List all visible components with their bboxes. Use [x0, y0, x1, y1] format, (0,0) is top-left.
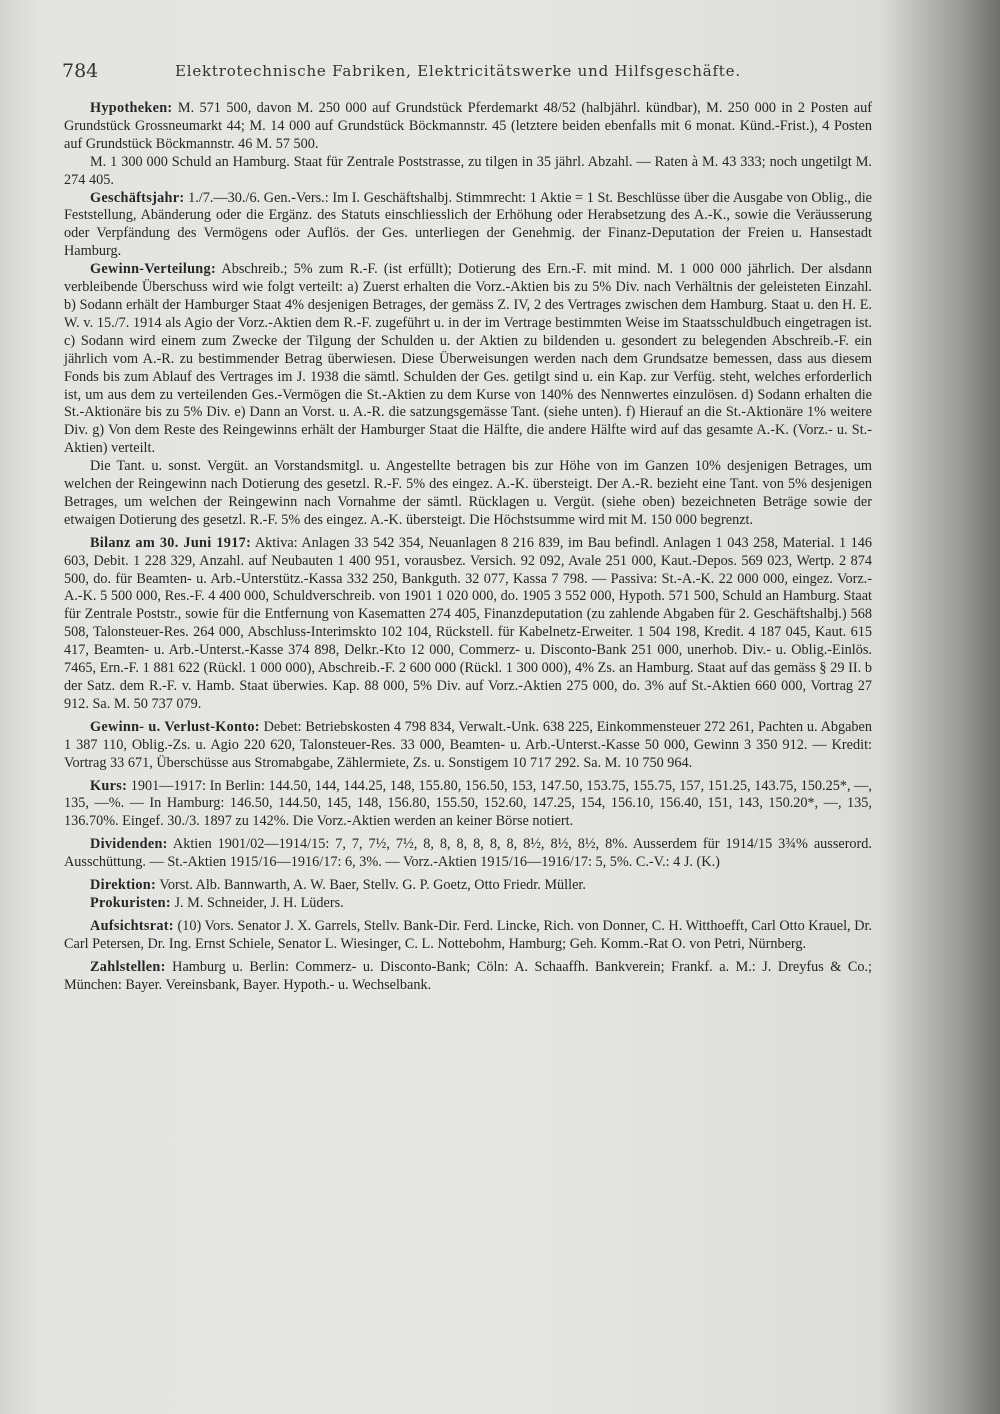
- section-label: Zahlstellen:: [90, 958, 166, 975]
- section-label: Kurs:: [90, 777, 128, 794]
- running-title: Elektrotechnische Fabriken, Elektricitätswerke und Hilfsgeschäfte.: [175, 62, 741, 80]
- paragraph-zahlstellen: [64, 959, 872, 995]
- section-text: Aktien 1901/02—1914/15: 7, 7, 7½, 7½, 8, 8, 8, 8, 8, 8, 8½, 8½, 8½, 8%. Ausserdem für 1914/15 3¾% ausserord. Ausschüttung. — St.-Aktien 1915/16—1916/17: 6, 3%. — Vorz.-Aktien 1915/16—1916/17: 5, 5%. C.-V.: 4 J. (K.): [64, 836, 872, 871]
- section-text: M. 571 500, davon M. 250 000 auf Grundstück Pferdemarkt 48/52 (halbjährl. kündbar), M. 250 000 in 2 Posten auf Grundstück Grossneumarkt 44; M. 14 000 auf Grundstück Böckmannstr. 45 (letztere beiden ebenfalls mit 6 monat. Künd.-Frist.), 4 Posten auf Grundstück Böckmannstr. 46 M. 57 500.: [64, 100, 873, 152]
- section-label: Bilanz am 30. Juni 1917:: [90, 534, 252, 551]
- section-label: Gewinn- u. Verlust-Konto:: [90, 718, 260, 735]
- section-label: Hypotheken:: [90, 100, 173, 116]
- section-label: Prokuristen:: [90, 894, 171, 911]
- paragraph-hypotheken: [64, 100, 872, 154]
- paragraph-aufsichtsrat: [64, 918, 872, 954]
- section-text: Vorst. Alb. Bannwarth, A. W. Baer, Stellv. G. P. Goetz, Otto Friedr. Müller.: [159, 877, 586, 894]
- section-text: 1901—1917: In Berlin: 144.50, 144, 144.25, 148, 155.80, 156.50, 153, 147.50, 153.75, 155.75, 157, 151.25, 143.75, 150.25*, —, 135, —%. — In Hamburg: 146.50, 144.50, 145, 148, 156.80, 155.50, 152.60, 147.25, 154, 156.10, 156.40, 151, 143, 150.20*, —, 135, 136.70%. Eingef. 30./3. 1897 zu 142%. Die Vorz.-Aktien werden an keiner Börse notiert.: [64, 777, 872, 830]
- page-header: [62, 60, 880, 90]
- section-text: M. 1 300 000 Schuld an Hamburg. Staat für Zentrale Poststrasse, zu tilgen in 35 jährl. Abzahl. — Raten à M. 43 333; noch ungetilgt M. 274 405.: [64, 153, 872, 188]
- section-text: Aktiva: Anlagen 33 542 354, Neuanlagen 8 216 839, im Bau befindl. Anlagen 1 043 258, Material. 1 146 603, Debit. 1 228 329, Anzahl. auf Neubauten 1 400 951, vorausbez. Versich. 92 092, Avale 251 000, Kaut.-Depos. 569 023, Wertp. 2 874 500, do. für Beamten- u. Arb.-Unterstütz.-Kassa 332 250, Bankguth. 32 077, Kassa 7 798. — Passiva: St.-A.-K. 22 000 000, eingez. Vorz.-A.-K. 5 500 000, Res.-F. 4 400 000, Schuldverschreib. von 1901 1 020 000, do. 1905 3 552 000, Hypoth. 571 500, Schuld an Hamburg. Staat für Zentrale Poststr., sowie für die Entfernung von Kasematten 274 405, Finanzdeputation (zu zahlende Abgaben für 2. Geschäftshalbj.) 568 508, Talonsteuer-Res. 264 000, Abschluss-Interimskto 102 104, Rückstell. für Kabelnetz-Erweiter. 1 504 198, Kredit. 4 187 045, Kaut. 615 417, Beamten- u. Arb.-Unterst.-Kasse 374 898, Delkr.-Kto 12 000, Commerz- u. Disconto-Bank 251 000, unerhob. Div.- u. Oblig.-Einlös. 7465, Ern.-F. 1 881 622 (Rückl. 1 000 000), Abschreib.-F. 2 600 000 (Rückl. 1 300 000), 4% Zs. an Hamburg. Staat auf das gemäss § 29 II. b der Satz. dem R.-F. v. Hamb. Staat überwies. Kap. 88 000, 5% Div. auf Vorz.-Aktien 275 000, do. 3% auf St.-Aktien 660 000, Vortrag 27 912. Sa. M. 50 737 079.: [64, 534, 872, 712]
- paragraph-gewinn-verlust-konto: [64, 719, 872, 773]
- section-text: (10) Vors. Senator J. X. Garrels, Stellv. Bank-Dir. Ferd. Lincke, Rich. von Donner, C. H. Witthoefft, Carl Otto Krauel, Dr. Carl Petersen, Dr. Ing. Ernst Schiele, Senator L. Wiesinger, C. L. Nottebohm, Hamburg; Geh. Komm.-Rat O. von Petri, Nürnberg.: [64, 917, 873, 952]
- section-text: J. M. Schneider, J. H. Lüders.: [174, 894, 344, 911]
- paragraph-dividenden: [64, 836, 872, 872]
- section-text: Hamburg u. Berlin: Commerz- u. Disconto-Bank; Cöln: A. Schaaffh. Bankverein; Frankf. a. M.: J. Dreyfus & Co.; München: Bayer. Vereinsbank, Bayer. Hypoth.- u. Wechselbank.: [64, 958, 872, 993]
- paragraph-geschaeftsjahr: [64, 190, 872, 262]
- section-text: Die Tant. u. sonst. Vergüt. an Vorstandsmitgl. u. Angestellte betragen bis zur Höhe von im Ganzen 10% desjenigen Betrages, um welchen der Reingewinn nach Dotierung des gesetzl. R.-F. 5% des eingez. A.-K. übersteigt. Der A.-R. bezieht eine Tant. von 5% desjenigen Betrages, um welchen der Reingewinn nach Vornahme der sämtl. Rücklagen u. Vergüt. (siehe oben) bezeichneten Beträge sowie der etwaigen Dotierung des gesetzl. R.-F. 5% des eingez. A.-K. übersteigt. Die Höchstsumme wird mit M. 150 000 begrenzt.: [64, 458, 872, 528]
- section-label: Gewinn-Verteilung:: [90, 261, 216, 278]
- section-label: Geschäftsjahr:: [90, 189, 185, 206]
- paragraph-tantieme: [64, 458, 872, 530]
- paragraph-gewinn-verteilung: [64, 261, 872, 458]
- section-label: Aufsichtsrat:: [90, 917, 174, 934]
- document-body: [64, 100, 872, 995]
- paragraph-prokuristen: [64, 895, 872, 913]
- section-label: Direktion:: [90, 877, 157, 894]
- section-text: Debet: Betriebskosten 4 798 834, Verwalt.-Unk. 638 225, Einkommensteuer 272 261, Pachten u. Abgaben 1 387 110, Oblig.-Zs. u. Agio 220 620, Talonsteuer-Res. 33 000, Beamten- u. Arb.-Unterst.-Kasse 50 000, Gewinn 3 350 912. — Kredit: Vortrag 33 671, Überschüsse aus Stromabgabe, Zählermiete, Zs. u. Sonstigem 10 717 292. Sa. M. 10 750 964.: [64, 718, 873, 771]
- paragraph-kurs: [64, 778, 872, 832]
- section-label: Dividenden:: [90, 836, 168, 853]
- paragraph-direktion: [64, 877, 872, 895]
- paragraph-bilanz: [64, 535, 872, 714]
- section-text: 1./7.—30./6. Gen.-Vers.: Im I. Geschäftshalbj. Stimmrecht: 1 Aktie = 1 St. Beschlüsse über die Ausgabe von Oblig., die Feststellung, Abänderung oder die Ergänz. des Statuts einschliesslich der Erhöhung oder Herabsetzung des A.-K., sowie die Veräusserung oder Verpfändung des Vermögens oder Auflös. der Ges. unterliegen der Genehmig. der Finanz-Deputation der Freien u. Hansestadt Hamburg.: [64, 189, 873, 260]
- section-text: Abschreib.; 5% zum R.-F. (ist erfüllt); Dotierung des Ern.-F. mit mind. M. 1 000 000 jährlich. Der alsdann verbleibende Überschuss wird wie folgt verteilt: a) Zuerst erhalten die Vorz.-Aktien bis zu 5% Div. nach Verhältnis der geleisteten Einzahl. b) Sodann erhält der Hamburger Staat 4% desjenigen Betrages, der gemäss Z. IV, 2 des Vertrages zwischen dem Hamburg. Staat u. den H. E. W. v. 15./7. 1914 als Agio der Vorz.-Aktien dem R.-F. zugeführt u. in der im Vertrage bestimmten Weise im Staatsschuldbuch eingetragen ist. c) Sodann wird einem zum Zwecke der Tilgung der Schulden u. der Aktien zu bildenden u. gesondert zu belegenden Abschreib.-F. ein jährlich vom A.-R. zu bestimmender Betrag überwiesen. Diese Überweisungen werden nach dem Grundsatze bemessen, dass aus diesem Fonds bis zum Ablauf des Vertrages im J. 1938 die sämtl. Schulden der Ges. getilgt sind u. ein Kap. zur Verfüg. steht, welches erforderlich ist, um aus dem zu verteilenden Ges.-Vermögen die St.-Aktien zu dem Kurse von 140% des Nennwertes einzulösen. d) Sodann erhalten die St.-Aktionäre bis zu 5% Div. e) Dann an Vorst. u. A.-R. die satzungsgemässe Tant. (siehe unten). f) Hierauf an die St.-Aktionäre 1% weitere Div. g) Von dem Reste des Reingewinns erhält der Hamburger Staat die Hälfte, die andere Hälfte wird auf das gesamte A.-K. (Vorz.- u. St.-Aktien) verteilt.: [64, 261, 873, 457]
- page-number: 784: [62, 60, 99, 82]
- paragraph-staatsschuld: [64, 154, 872, 190]
